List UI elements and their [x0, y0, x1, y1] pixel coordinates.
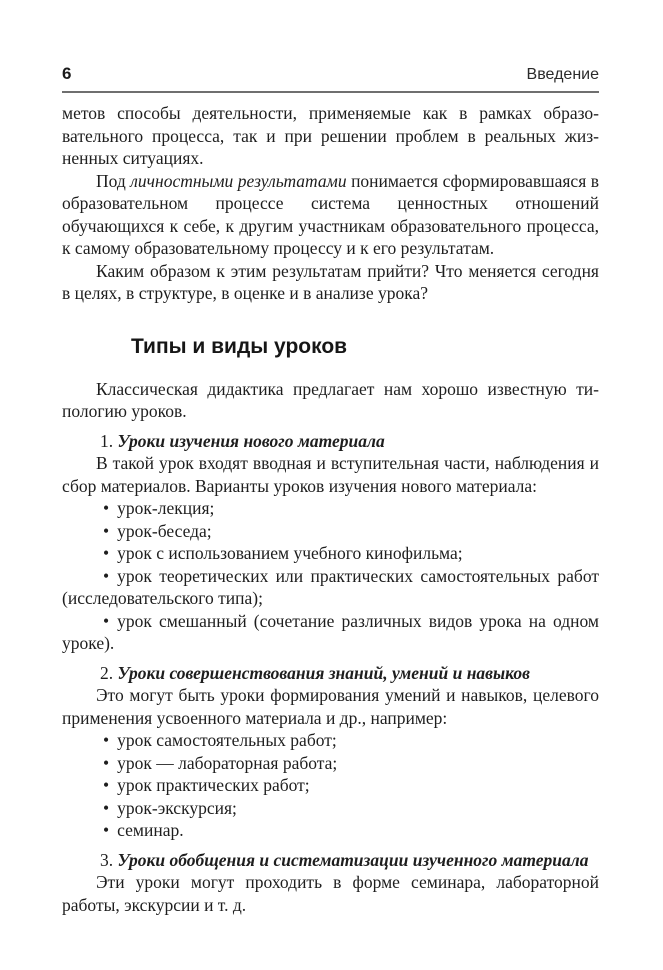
page-content	[62, 102, 599, 916]
bullet-icon: •	[103, 543, 110, 563]
running-title: Введение	[526, 66, 599, 83]
running-header	[62, 64, 599, 93]
bullet-icon: •	[103, 565, 110, 586]
subheading-title: Уроки обобщения и систематизации изученного материала	[117, 849, 589, 870]
body-text: Эти уроки могут проходить в форме семинара, лабораторной работы, экскурсии и т. д.	[62, 872, 599, 915]
bullet-item: • урок теоретических или практических самостоятельных работ (исследовательского типа);	[62, 565, 599, 608]
bullet-item: • урок — лабораторная работа;	[103, 752, 338, 773]
body-text: понимается сформировавшаяся в образовательном процессе система ценностных отношений обучающихся к себе, к другим участникам образовательного процесса, к самому образовательному процессу и к его результатам.	[62, 170, 599, 258]
numbered-subheading	[62, 849, 599, 872]
bullet-icon: •	[103, 752, 110, 773]
body-text: метов способы деятельности, применяемые как в рамках образовательного процесса, так и при решении проблем в реальных жизненных ситуациях.	[62, 103, 599, 168]
bullet-icon: •	[103, 820, 110, 840]
paragraph	[62, 102, 599, 170]
bullet-item: • урок-экскурсия;	[103, 797, 237, 818]
subheading-title: Уроки изучения нового материала	[117, 430, 385, 451]
bullet-item: • урок самостоятельных работ;	[103, 730, 337, 750]
paragraph	[62, 871, 599, 916]
subheading-title: Уроки совершенствования знаний, умений и навыков	[117, 662, 530, 683]
bullet-icon: •	[103, 520, 110, 541]
body-text: В такой урок входят вводная и вступительная части, наблюдения и сбор материалов. Варианты уроков изучения нового материала:	[62, 453, 599, 496]
numbered-subheading	[62, 662, 599, 685]
bullet-item: • семинар.	[103, 820, 184, 840]
bullet-icon: •	[103, 775, 110, 795]
paragraph	[62, 260, 599, 305]
subheading-number: 2.	[100, 662, 118, 683]
body-text: Под	[96, 170, 131, 191]
bullet-item: • урок-лекция;	[103, 498, 215, 518]
bullet-icon: •	[103, 498, 110, 518]
page-number: 6	[62, 64, 72, 83]
paragraph	[62, 684, 599, 729]
bullet-icon: •	[103, 797, 110, 818]
numbered-subheading	[62, 430, 599, 453]
bullet-icon: •	[103, 610, 110, 631]
paragraph	[62, 378, 599, 423]
bullet-item: • урок смешанный (сочетание различных видов урока на одном уроке).	[62, 610, 599, 653]
subheading-number: 1.	[100, 430, 118, 451]
subheading-number: 3.	[100, 849, 118, 870]
body-text: Каким образом к этим результатам прийти? Что меняется сегодня в целях, в структуре, в оценке и в анализе урока?	[62, 260, 599, 303]
emphasized-text: личностными результатами	[130, 170, 347, 191]
body-text: Это могут быть уроки формирования умений и навыков, целевого применения усвоенного материала и др., например:	[62, 685, 599, 728]
body-text: Классическая дидактика предлагает нам хорошо известную типологию уроков.	[62, 378, 599, 421]
bullet-item: • урок с использованием учебного кинофильма;	[103, 543, 463, 563]
bullet-icon: •	[103, 730, 110, 750]
paragraph	[62, 452, 599, 497]
bullet-item: • урок практических работ;	[103, 775, 310, 795]
paragraph	[62, 170, 599, 260]
bullet-item: • урок-беседа;	[103, 520, 212, 541]
section-heading: Типы и виды уроков	[131, 334, 348, 358]
